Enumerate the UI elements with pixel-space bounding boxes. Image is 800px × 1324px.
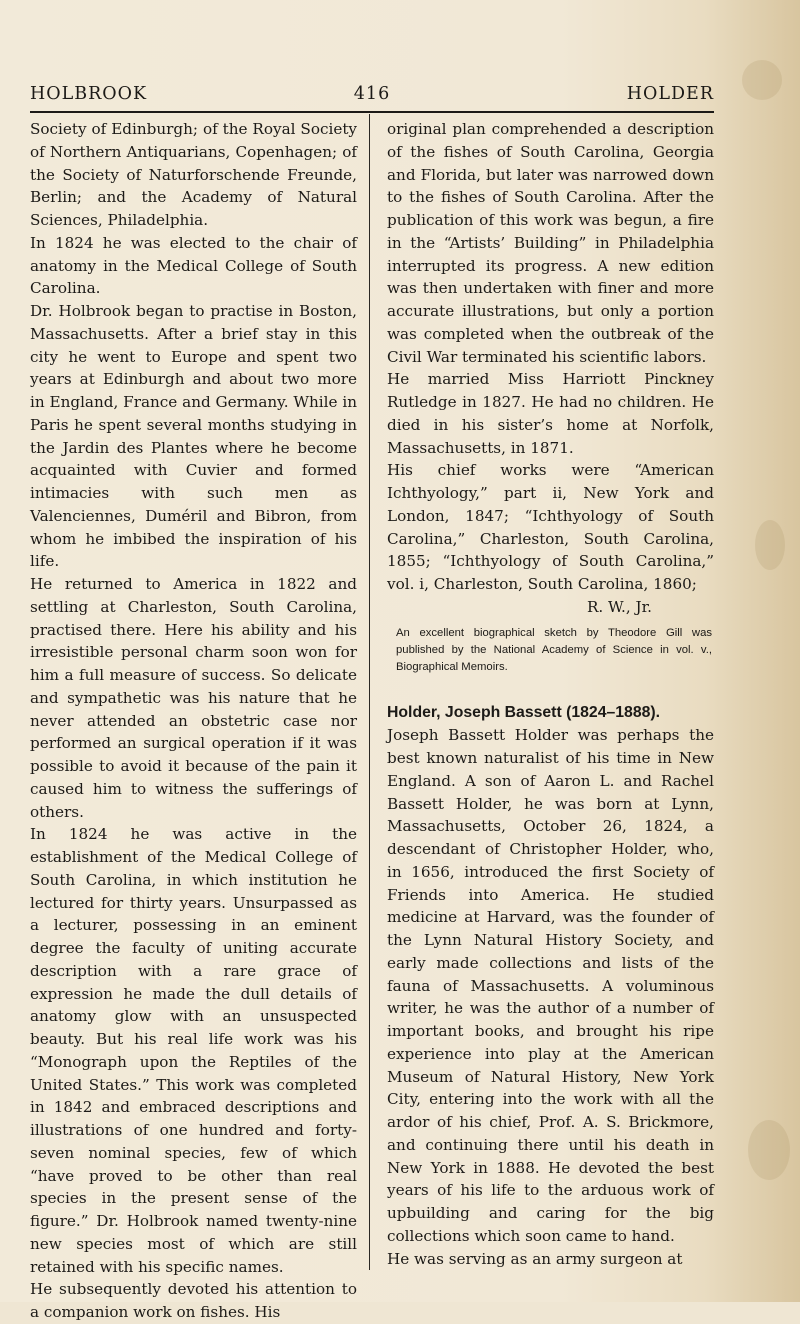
running-header	[30, 84, 714, 112]
paper-stain	[755, 520, 785, 570]
page-number: 416	[353, 84, 391, 104]
paragraph: He married Miss Harriott Pinckney Rutledge in 1827. He had no children. He died in his sister’s home at Norfolk, Massachusetts, in 1871.	[387, 370, 714, 457]
paragraph: He subsequently devoted his attention to a companion work on fishes. His	[30, 1280, 357, 1321]
paragraph: He returned to America in 1822 and settling at Charleston, South Carolina, practised there. Here his ability and his irresistible personal charm soon won for him a full measure of success. So delicate and sympathetic was his nature that he never attended an obstetric case nor performed an surgical operation if it was possible to avoid it because of the pain it caused him to witness the sufferings of others.	[30, 575, 357, 821]
bibliographic-note: An excellent biographical sketch by Theodore Gill was published by the National Academy of Science in vol. v., Biographical Memoirs.	[396, 626, 712, 673]
paragraph: Society of Edinburgh; of the Royal Society of Northern Antiquarians, Copenhagen; of the Society of Naturforschende Freunde, Berlin; and the Academy of Natural Sciences, Philadelphia.	[30, 120, 357, 229]
paper-stain	[748, 1120, 790, 1180]
entry-heading: Holder, Joseph Bassett (1824–1888).	[387, 703, 661, 721]
paragraph: original plan comprehended a description of the fishes of South Carolina, Georgia and Florida, but later was narrowed down to the fishes of South Carolina. After the publication of this work was begun, a fire in the “Artists’ Building” in Philadelphia interrupted its progress. A new edition was then undertaken with finer and more accurate illustrations, but only a portion was completed when the outbreak of the Civil War terminated his scientific labors.	[387, 120, 714, 366]
paper-stain	[742, 60, 782, 100]
paragraph: In 1824 he was elected to the chair of anatomy in the Medical College of South Carolina.	[30, 233, 357, 298]
left-column	[30, 118, 357, 1324]
paragraph: He was serving as an army surgeon at	[387, 1249, 683, 1268]
right-column	[387, 118, 714, 1270]
header-left-name: HOLBROOK	[30, 84, 148, 104]
header-rule	[30, 111, 714, 113]
paragraph: Dr. Holbrook began to practise in Boston, Massachusetts. After a brief stay in this city he went to Europe and spent two years at Edinburgh and about two more in England, France and Germany. While in Paris he spent several months studying in the Jardin des Plantes where he become acquainted with Cuvier and formed intimacies with such men as Valenciennes, Duméril and Bibron, from whom he imbibed the inspiration of his life.	[30, 302, 357, 571]
author-signature: R. W., Jr.	[586, 597, 652, 616]
header-right-name: HOLDER	[626, 84, 714, 104]
paragraph: Joseph Bassett Holder was perhaps the best known naturalist of his time in New England. A son of Aaron L. and Rachel Bassett Holder, he was born at Lynn, Massachusetts, October 26, 1824, a descendant of Christopher Holder, who, in 1656, introduced the first Society of Friends into America. He studied medicine at Harvard, was the founder of the Lynn Natural History Society, and early made collections and lists of the fauna of Massachusetts. A voluminous writer, he was the author of a number of important books, and brought his ripe experience into play at the American Museum of Natural History, New York City, entering into the work with all the ardor of his chief, Prof. A. S. Brickmore, and continuing there until his death in New York in 1888. He devoted the best years of his life to the arduous work of upbuilding and caring for the big collections which soon came to hand.	[387, 726, 714, 1245]
column-divider	[369, 114, 370, 1270]
paragraph: His chief works were “American Ichthyology,” part ii, New York and London, 1847; “Ichthyology of South Carolina,” Charleston, South Carolina, 1855; “Ichthyology of South Carolina,” vol. i, Charleston, South Carolina, 1860;	[387, 461, 714, 593]
paragraph: In 1824 he was active in the establishment of the Medical College of South Carolina, in which institution he lectured for thirty years. Unsurpassed as a lecturer, possessing in an eminent degree the faculty of uniting accurate description with a rare grace of expression he made the dull details of anatomy glow with an unsuspected beauty. But his real life work was his “Monograph upon the Reptiles of the United States.” This work was completed in 1842 and embraced descriptions and illustrations of one hundred and forty-seven nominal species, few of which “have proved to be other than real species in the present sense of the figure.” Dr. Holbrook named twenty-nine new species most of which are still retained with his specific names.	[30, 825, 357, 1276]
